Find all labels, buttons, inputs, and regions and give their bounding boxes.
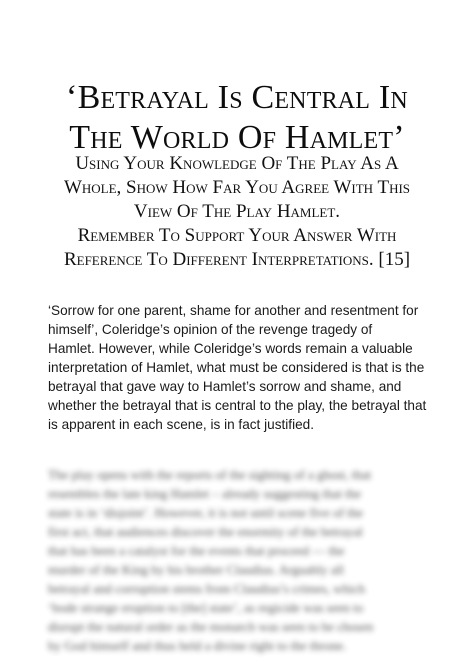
blurred-line: state is in ‘disjoint’. However, it is not until scene five of the	[48, 505, 364, 520]
intro-paragraph	[48, 301, 434, 434]
essay-question	[0, 152, 474, 272]
blurred-line: by God himself and thus held a divine right to the throne.	[48, 638, 347, 653]
question-line-2: Whole, Show How Far You Agree With This	[63, 177, 411, 198]
paragraph-line: ‘Sorrow for one parent, shame for another and resentment for	[48, 303, 419, 318]
paragraph-line: Hamlet. However, while Coleridge’s words remain a valuable	[48, 341, 413, 356]
blurred-line: that has been a catalyst for the events that proceed — the	[48, 543, 345, 558]
paragraph-line: betrayal that gave way to Hamlet’s sorrow and shame, and	[48, 379, 402, 394]
blurred-line: betrayal and corruption stems from Claudius’s crimes, which	[48, 581, 365, 596]
blurred-line: murder of the King by his brother Claudius. Arguably all	[48, 562, 344, 577]
paragraph-line: is apparent in each scene, is in fact justified.	[48, 417, 314, 432]
question-line-5: Reference To Different Interpretations. [15]	[63, 249, 411, 270]
essay-title	[0, 78, 474, 158]
blurred-line: first act, that audiences discover the enormity of the betrayal	[48, 524, 363, 539]
blurred-line: disrupt the natural order as the monarch was seen to be chosen	[48, 619, 374, 634]
paragraph-line: interpretation of Hamlet, what must be considered is that is the	[48, 360, 425, 375]
title-line-1: ‘Betrayal Is Central In	[66, 79, 408, 116]
blurred-preview-paragraph	[48, 465, 434, 670]
question-line-1: Using Your Knowledge Of The Play As A	[75, 153, 399, 174]
paragraph-line: whether the betrayal that is central to the play, the betrayal that	[48, 398, 427, 413]
blurred-line: The play opens with the reports of the sighting of a ghost, that	[48, 467, 372, 482]
question-line-4: Remember To Support Your Answer With	[77, 225, 397, 246]
title-line-2: The World Of Hamlet’	[69, 119, 405, 156]
blurred-line: ‘bode strange eruption to [the] state’, as regicide was seen to	[48, 600, 364, 615]
question-line-3: View Of The Play Hamlet.	[133, 201, 341, 222]
paragraph-line: himself’, Coleridge’s opinion of the revenge tragedy of	[48, 322, 373, 337]
blurred-line: resembles the late king Hamlet – already suggesting that the	[48, 486, 361, 501]
